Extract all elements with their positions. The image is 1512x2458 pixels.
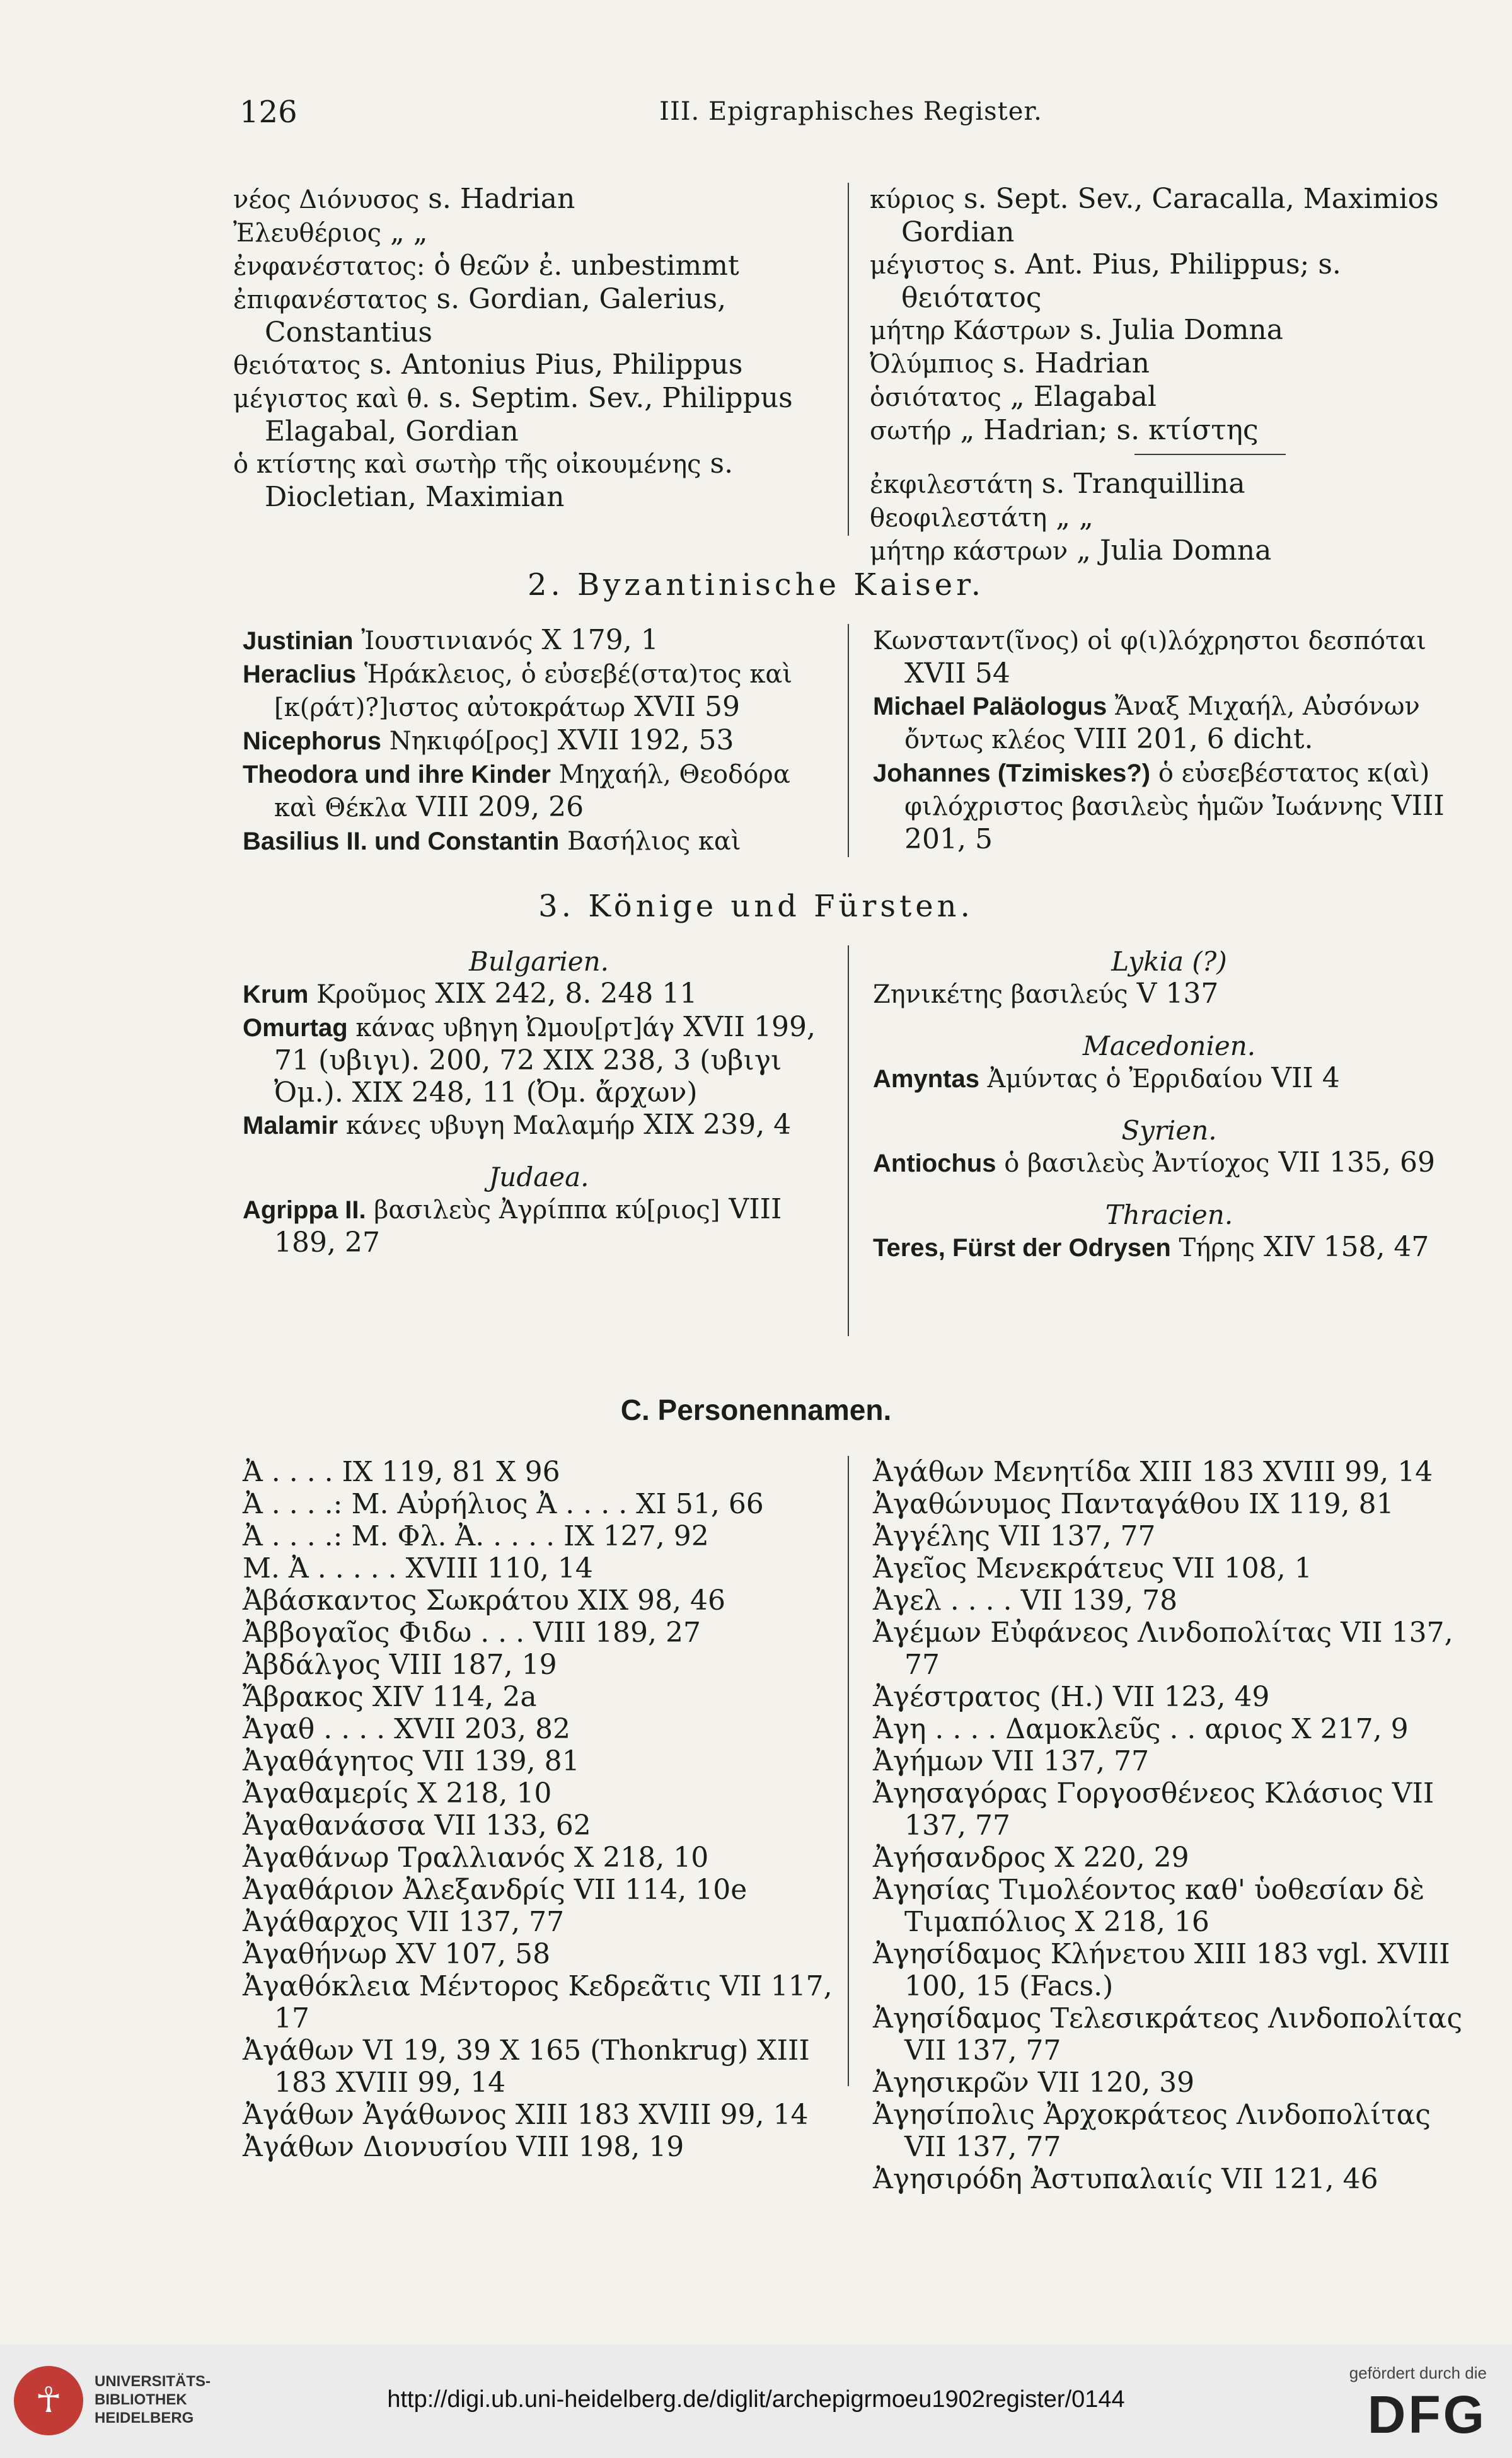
entry-name: Teres, Fürst der Odrysen: [873, 1234, 1171, 1262]
entry-reference: s. Hadrian: [993, 347, 1150, 379]
entry-name: Malamir: [243, 1112, 338, 1140]
entry-reference: XVII 59: [625, 691, 740, 723]
entry-reference: VII 4: [1262, 1062, 1340, 1094]
entry-lemma: ἐνφανέστατος:: [233, 252, 425, 281]
entry-lemma: μήτηρ Κάστρων: [870, 316, 1071, 345]
name-entry: Ἀ . . . . IX 119, 81 X 96: [243, 1456, 560, 1488]
name-entry: Ἀγήμων VII 137, 77: [873, 1745, 1150, 1777]
register-entry: [233, 250, 838, 283]
name-entry: Μ. Ἀ . . . . . XVIII 110, 14: [243, 1552, 593, 1584]
name-entry: Ἀγαθάγητος VII 139, 81: [243, 1745, 580, 1777]
entry-reference: „ Elagabal: [1001, 381, 1157, 413]
entry-greek: ὁ εὐσεβέστατος κ(αὶ) φιλόχριστος βασιλεὺς ἡμῶν Ἰωάννης: [904, 759, 1430, 821]
byzantine-left-column: [243, 624, 835, 858]
entry-lemma: σωτήρ: [870, 417, 952, 446]
entry-reference: VII 135, 69: [1269, 1146, 1435, 1179]
name-entry: Ἀγάθων Μενητίδα XIII 183 XVIII 99, 14: [873, 1456, 1433, 1488]
entry-reference: „ Hadrian; s. κτίστης: [951, 414, 1259, 446]
kings-left-column: [243, 945, 835, 1259]
section-heading-personennamen: C. Personennamen.: [620, 1393, 892, 1426]
name-entry: Ἀ . . . .: Μ. Αὐρήλιος Ἀ . . . . XI 51, 66: [243, 1488, 764, 1520]
name-entry: Ἀγαθ . . . . XVII 203, 82: [243, 1713, 570, 1745]
entry-lemma: νέος Διόνυσος: [233, 185, 420, 214]
macedonien-list: [873, 1062, 1465, 1095]
register-entry: [233, 216, 838, 250]
name-entry: Ἀγήσανδρος X 220, 29: [873, 1842, 1189, 1874]
name-entry: Ἀγησίπολις Ἀρχοκράτεος Λινδοπολίτας VII 137, 77: [873, 2099, 1431, 2163]
entry-name: Omurtag: [243, 1014, 348, 1042]
entry-lemma: μέγιστος καὶ θ.: [233, 384, 430, 413]
thracien-list: [873, 1231, 1465, 1264]
entry-reference: s. Diocletian, Maximian: [265, 447, 734, 513]
register-entry: [870, 501, 1469, 534]
entry-name: Amyntas: [873, 1065, 979, 1093]
entry-name: Antiochus: [873, 1150, 996, 1177]
subheading-judaea: Judaea.: [488, 1162, 589, 1192]
page-number: 126: [239, 95, 297, 130]
name-entry: Ἀγάθαρχος VII 137, 77: [243, 1906, 565, 1938]
register-entry: [243, 1109, 835, 1142]
top-right-list-a: [870, 183, 1469, 447]
register-entry: [243, 758, 835, 824]
name-entry: Ἀββογαῖος Φιδω . . . VIII 189, 27: [243, 1617, 701, 1649]
name-entry: Ἀγησιρόδη Ἀστυπαλαιίς VII 121, 46: [873, 2163, 1378, 2195]
name-entry: Ἀγέστρατος (Η.) VII 123, 49: [873, 1681, 1270, 1713]
name-entry: Ἀγησαγόρας Γοργοσθένεος Κλάσιος VII 137, 77: [873, 1777, 1434, 1842]
entry-reference: VIII 201, 5: [904, 790, 1445, 855]
register-entry: [873, 1146, 1465, 1180]
entry-name: Theodora und ihre Kinder: [243, 761, 551, 788]
register-entry: [233, 447, 838, 513]
entry-greek: Βασήλιος καὶ: [559, 827, 741, 856]
entry-lemma: Ἐλευθέριος: [233, 219, 381, 248]
entry-reference: s. Antonius Pius, Philippus: [361, 349, 743, 381]
register-entry: [873, 1062, 1465, 1095]
entry-greek: Τήρης: [1170, 1233, 1255, 1262]
register-entry: [243, 824, 835, 858]
byzantine-right-list: [873, 624, 1465, 855]
entry-reference: VIII 189, 27: [274, 1193, 782, 1259]
entry-greek: κάνες υβυγη Μαλαμήρ: [338, 1111, 635, 1140]
register-entry: [873, 978, 1465, 1011]
name-entry: Ἀγαθανάσσα VII 133, 62: [243, 1809, 591, 1842]
name-entry: Ἀγαθώνυμος Πανταγάθου IX 119, 81: [873, 1488, 1394, 1520]
register-entry: [873, 756, 1465, 855]
entry-name: Justinian: [243, 627, 354, 655]
register-entry: [233, 183, 838, 216]
entry-reference: XVII 192, 53: [548, 724, 734, 756]
entry-lemma: θειότατος: [233, 351, 361, 380]
column-divider: [848, 945, 849, 1336]
university-logo-icon: ☥: [14, 2366, 83, 2435]
entry-lemma: ἐπιφανέστατος: [233, 286, 428, 314]
name-entry: Ἀ . . . .: Μ. Φλ. Ἀ. . . . . IX 127, 92: [243, 1520, 709, 1552]
names-left-column: [243, 1456, 835, 2163]
subheading-syrien: Syrien.: [1121, 1115, 1217, 1146]
entry-reference: s. Ant. Pius, Philippus; s. θειότατος: [901, 248, 1341, 314]
entry-reference: X 179, 1: [533, 624, 659, 656]
entry-greek: Κροῦμος: [308, 980, 427, 1009]
entry-name: Basilius II. und Constantin: [243, 828, 560, 855]
entry-reference: XIV 158, 47: [1255, 1231, 1429, 1263]
top-right-list-b: [870, 468, 1469, 568]
name-entry: Ἀγη . . . . Δαμοκλεῦς . . αριος X 217, 9: [873, 1713, 1409, 1745]
source-url-link[interactable]: http://digi.ub.uni-heidelberg.de/diglit/archepigrmoeu1902register/0144: [387, 2386, 1125, 2413]
register-entry: [233, 283, 838, 349]
top-left-list: [233, 183, 838, 513]
kings-right-column: [873, 945, 1465, 1264]
entry-name: Johannes (Tzimiskes?): [873, 759, 1151, 787]
entry-greek: Ἡράκλειος, ὁ εὐσεβέ(στα)τος καὶ [κ(ράτ)?]ιστος αὐτοκράτωρ: [274, 660, 793, 722]
name-entry: Ἀγαθαμερίς X 218, 10: [243, 1777, 552, 1809]
name-entry: Ἀγησικρῶν VII 120, 39: [873, 2067, 1195, 2099]
register-entry: [870, 314, 1469, 347]
entry-greek: κάνας υβηγη Ὠμου[ρτ]άγ: [347, 1013, 675, 1042]
register-entry: [243, 1011, 835, 1109]
name-entry: Ἀγεῖος Μενεκράτευς VII 108, 1: [873, 1552, 1312, 1584]
entry-reference: „ „: [381, 216, 428, 248]
entry-lemma: μήτηρ κάστρων: [870, 537, 1068, 566]
register-entry: [873, 690, 1465, 756]
register-entry: [870, 534, 1469, 568]
entry-greek: Ἰουστινιανός: [353, 626, 533, 655]
register-entry: [870, 414, 1469, 447]
entry-lemma: μέγιστος: [870, 251, 985, 280]
name-entry: Ἀγάθων Διονυσίου VIII 198, 19: [243, 2131, 684, 2163]
entry-reference: „ Julia Domna: [1068, 534, 1272, 567]
syrien-list: [873, 1146, 1465, 1180]
name-entry: Ἀγελ . . . . VII 139, 78: [873, 1584, 1178, 1617]
name-entry: Ἀγησίδαμος Τελεσικράτεος Λινδοπολίτας VII 137, 77: [873, 2002, 1463, 2067]
lykia-list: [873, 978, 1465, 1011]
name-entry: Ἀγγέλης VII 137, 77: [873, 1520, 1156, 1552]
name-entry: Ἀγαθήνωρ XV 107, 58: [243, 1938, 551, 1970]
entry-name: Heraclius: [243, 661, 357, 688]
entry-reference: ὁ θεῶν ἐ. unbestimmt: [425, 250, 739, 282]
name-entry: Ἀγαθάριον Ἀλεξανδρίς VII 114, 10e: [243, 1874, 747, 1906]
subheading-bulgarien: Bulgarien.: [468, 946, 609, 977]
section-heading-kings: 3. Könige und Fürsten.: [538, 889, 974, 924]
byzantine-right-column: [873, 624, 1465, 855]
register-entry: [870, 468, 1469, 501]
entry-lemma: θεοφιλεστάτη: [870, 504, 1047, 533]
entry-name: Krum: [243, 981, 309, 1008]
name-entry: Ἀγησίας Τιμολέοντος καθ' ὑοθεσίαν δὲ Τιμαπόλιος X 218, 16: [873, 1874, 1425, 1938]
entry-reference: VIII 209, 26: [407, 791, 584, 823]
subheading-lykia: Lykia (?): [1111, 946, 1227, 977]
register-entry: [870, 381, 1469, 414]
entry-greek: Κωνσταντ(ῖνος) οἱ φ(ι)λόχρηστοι δεσπόται: [873, 626, 1426, 655]
entry-reference: XVII 54: [904, 657, 1010, 690]
name-entry: Ἀγέμων Εὐφάνεος Λινδοπολίτας VII 137, 77: [873, 1617, 1453, 1681]
register-entry: [243, 624, 835, 657]
footer-bar: [0, 2345, 1512, 2458]
top-right-column: [870, 183, 1469, 568]
register-entry: [870, 183, 1469, 248]
entry-reference: s. Tranquillina: [1032, 468, 1245, 500]
entry-reference: „ „: [1047, 501, 1094, 533]
entry-reference: s. Julia Domna: [1071, 314, 1284, 346]
entry-lemma: κύριος: [870, 185, 955, 214]
name-entry: Ἀγαθάνωρ Τραλλιανός X 218, 10: [243, 1842, 709, 1874]
name-entry: Ἀγάθων VI 19, 39 X 165 (Thonkrug) XIII 183 XVIII 99, 14: [243, 2034, 810, 2099]
entry-greek: Ζηνικέτης βασιλεύς: [873, 980, 1128, 1009]
dfg-logo: DFG: [1367, 2385, 1487, 2444]
entry-greek: Ἄναξ Μιχαήλ, Αὐσόνων ὄντως κλέος: [904, 692, 1420, 754]
names-left-list: [243, 1456, 835, 2163]
entry-greek: Ἀμύντας ὁ Ἐρριδαίου: [979, 1065, 1263, 1093]
name-entry: Ἀβάσκαντος Σωκράτου XIX 98, 46: [243, 1584, 725, 1617]
entry-name: Michael Paläologus: [873, 693, 1107, 720]
page-title: III. Epigraphisches Register.: [659, 97, 1042, 126]
register-entry: [873, 624, 1465, 690]
entry-greek: βασιλεὺς Ἀγρίππα κύ[ριος]: [366, 1196, 720, 1225]
column-divider: [848, 183, 849, 536]
entry-name: Nicephorus: [243, 727, 382, 755]
entry-reference: s. Gordian, Galerius, Constantius: [265, 283, 727, 349]
bulgarien-list: [243, 978, 835, 1142]
name-entry: Ἀγησίδαμος Κλήνετου XIII 183 vgl. XVIII 100, 15 (Facs.): [873, 1938, 1450, 2002]
running-head: [239, 95, 1462, 139]
register-entry: [243, 724, 835, 758]
entry-greek: Νηκιφό[ρος]: [381, 727, 549, 756]
register-entry: [233, 382, 838, 447]
entry-lemma: Ὀλύμπιος: [870, 350, 994, 379]
entry-reference: s. Hadrian: [419, 183, 575, 215]
funded-by-label: gefördert durch die: [1349, 2363, 1487, 2382]
register-entry: [243, 1193, 835, 1259]
entry-lemma: ὁ κτίστης καὶ σωτὴρ τῆς οἰκουμένης: [233, 450, 701, 479]
column-divider: [848, 1456, 849, 2086]
entry-name: Agrippa II.: [243, 1196, 366, 1224]
name-entry: Ἀγαθόκλεια Μέντορος Κεδρεᾶτις VII 117, 17: [243, 1970, 833, 2034]
entry-greek: ὁ βασιλεὺς Ἀντίοχος: [996, 1149, 1270, 1178]
register-entry: [873, 1231, 1465, 1264]
register-entry: [243, 978, 835, 1011]
judaea-list: [243, 1193, 835, 1259]
top-left-column: [233, 183, 838, 513]
entry-greek: Μηχαήλ, Θεοδόρα καὶ Θέκλα: [274, 760, 790, 822]
entry-lemma: ἐκφιλεστάτη: [870, 470, 1033, 499]
short-rule: [1134, 454, 1286, 455]
register-entry: [243, 657, 835, 724]
entry-reference: s. Sept. Sev., Caracalla, Maximios Gordian: [901, 183, 1439, 248]
entry-reference: XVII 199, 71 (υβιγι). 200, 72 XIX 238, 3 (υβιγι Ὀμ.). XIX 248, 11 (Ὀμ. ἄρχων): [274, 1011, 816, 1109]
entry-reference: s. Septim. Sev., Philippus Elagabal, Gordian: [265, 382, 793, 447]
names-right-column: [873, 1456, 1465, 2195]
column-divider: [848, 624, 849, 857]
name-entry: Ἄβρακος XIV 114, 2a: [243, 1681, 537, 1713]
name-entry: Ἀβδάλγος VIII 187, 19: [243, 1649, 557, 1681]
entry-reference: XIX 242, 8. 248 11: [426, 978, 698, 1010]
names-right-list: [873, 1456, 1465, 2195]
entry-lemma: ὁσιότατος: [870, 383, 1001, 412]
entry-reference: V 137: [1128, 978, 1219, 1010]
byzantine-left-list: [243, 624, 835, 858]
name-entry: Ἀγάθων Ἀγάθωνος XIII 183 XVIII 99, 14: [243, 2099, 809, 2131]
register-entry: [233, 349, 838, 382]
entry-reference: XIX 239, 4: [635, 1109, 792, 1141]
university-name: UNIVERSITÄTS- BIBLIOTHEK HEIDELBERG: [95, 2373, 211, 2426]
register-entry: [870, 347, 1469, 381]
section-heading-byzantine: 2. Byzantinische Kaiser.: [527, 567, 985, 603]
entry-reference: VIII 201, 6 dicht.: [1065, 723, 1313, 755]
register-entry: [870, 248, 1469, 314]
subheading-thracien: Thracien.: [1105, 1199, 1233, 1230]
subheading-macedonien: Macedonien.: [1082, 1030, 1256, 1061]
